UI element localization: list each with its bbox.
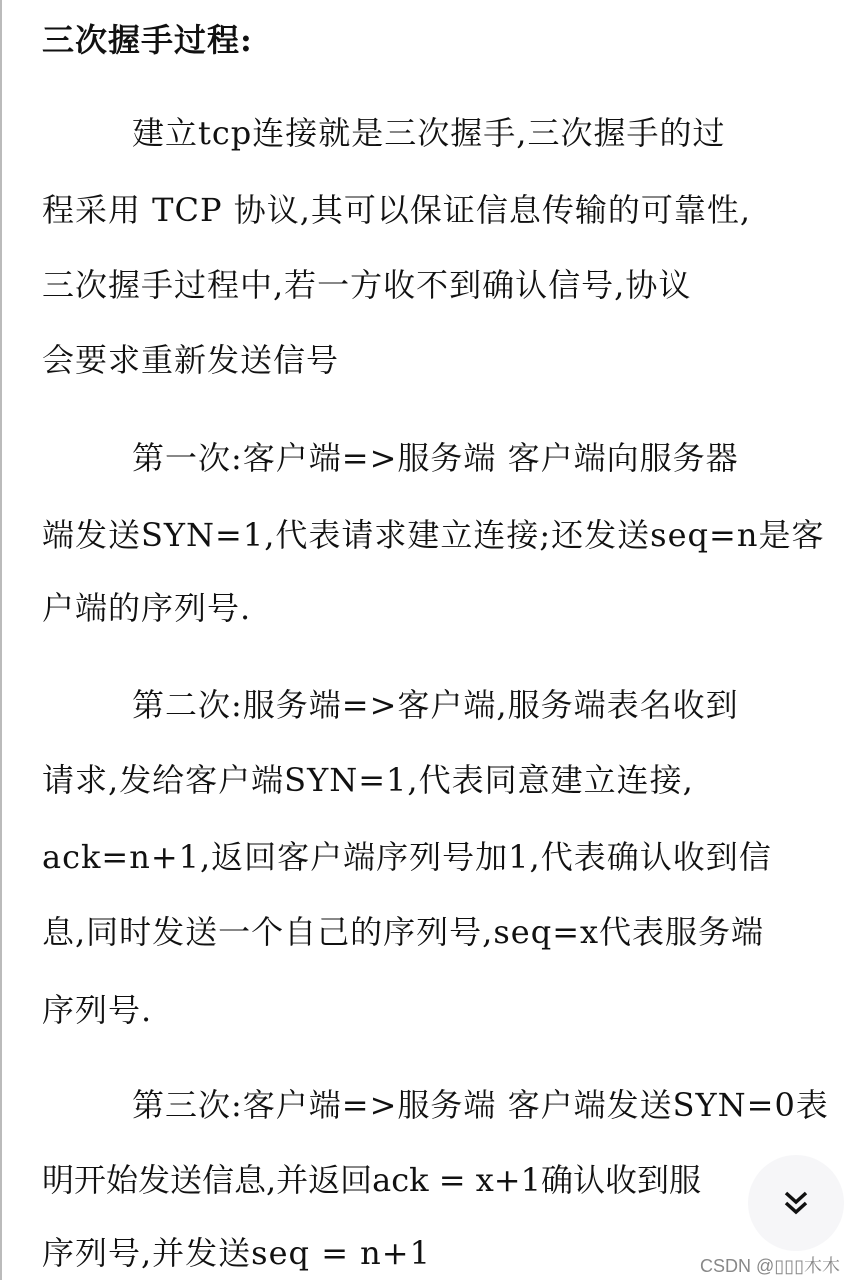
paragraph-line: 第一次:客户端=>服务端 客户端向服务器 bbox=[132, 439, 739, 477]
paragraph-line: 端发送SYN=1,代表请求建立连接;还发送seq=n是客 bbox=[42, 516, 825, 554]
paragraph-line: 序列号. bbox=[42, 991, 153, 1029]
paragraph-line: 明开始发送信息,并返回ack = x+1确认收到服 bbox=[42, 1161, 701, 1199]
paragraph-line: 程采用 TCP 协议,其可以保证信息传输的可靠性, bbox=[42, 191, 752, 229]
scroll-down-button[interactable] bbox=[748, 1155, 844, 1251]
paragraph-line: 第三次:客户端=>服务端 客户端发送SYN=0表 bbox=[132, 1086, 829, 1124]
page-edge bbox=[0, 0, 2, 1280]
double-chevron-down-icon bbox=[781, 1188, 811, 1218]
watermark: CSDN @▯▯▯木木 bbox=[700, 1256, 840, 1276]
paragraph-line: 请求,发给客户端SYN=1,代表同意建立连接, bbox=[42, 761, 694, 799]
paragraph-line: 息,同时发送一个自己的序列号,seq=x代表服务端 bbox=[42, 913, 765, 951]
paragraph-line: 第二次:服务端=>客户端,服务端表名收到 bbox=[132, 686, 739, 724]
paragraph-line: 会要求重新发送信号 bbox=[42, 341, 340, 379]
paragraph-line: 三次握手过程中,若一方收不到确认信号,协议 bbox=[42, 266, 692, 304]
paragraph-line: 户端的序列号. bbox=[42, 589, 252, 627]
paragraph-line: 建立tcp连接就是三次握手,三次握手的过 bbox=[132, 114, 726, 152]
paragraph-line: ack=n+1,返回客户端序列号加1,代表确认收到信 bbox=[42, 838, 772, 876]
document-title: 三次握手过程: bbox=[42, 21, 253, 59]
paragraph-line: 序列号,并发送seq = n+1 bbox=[42, 1234, 431, 1272]
